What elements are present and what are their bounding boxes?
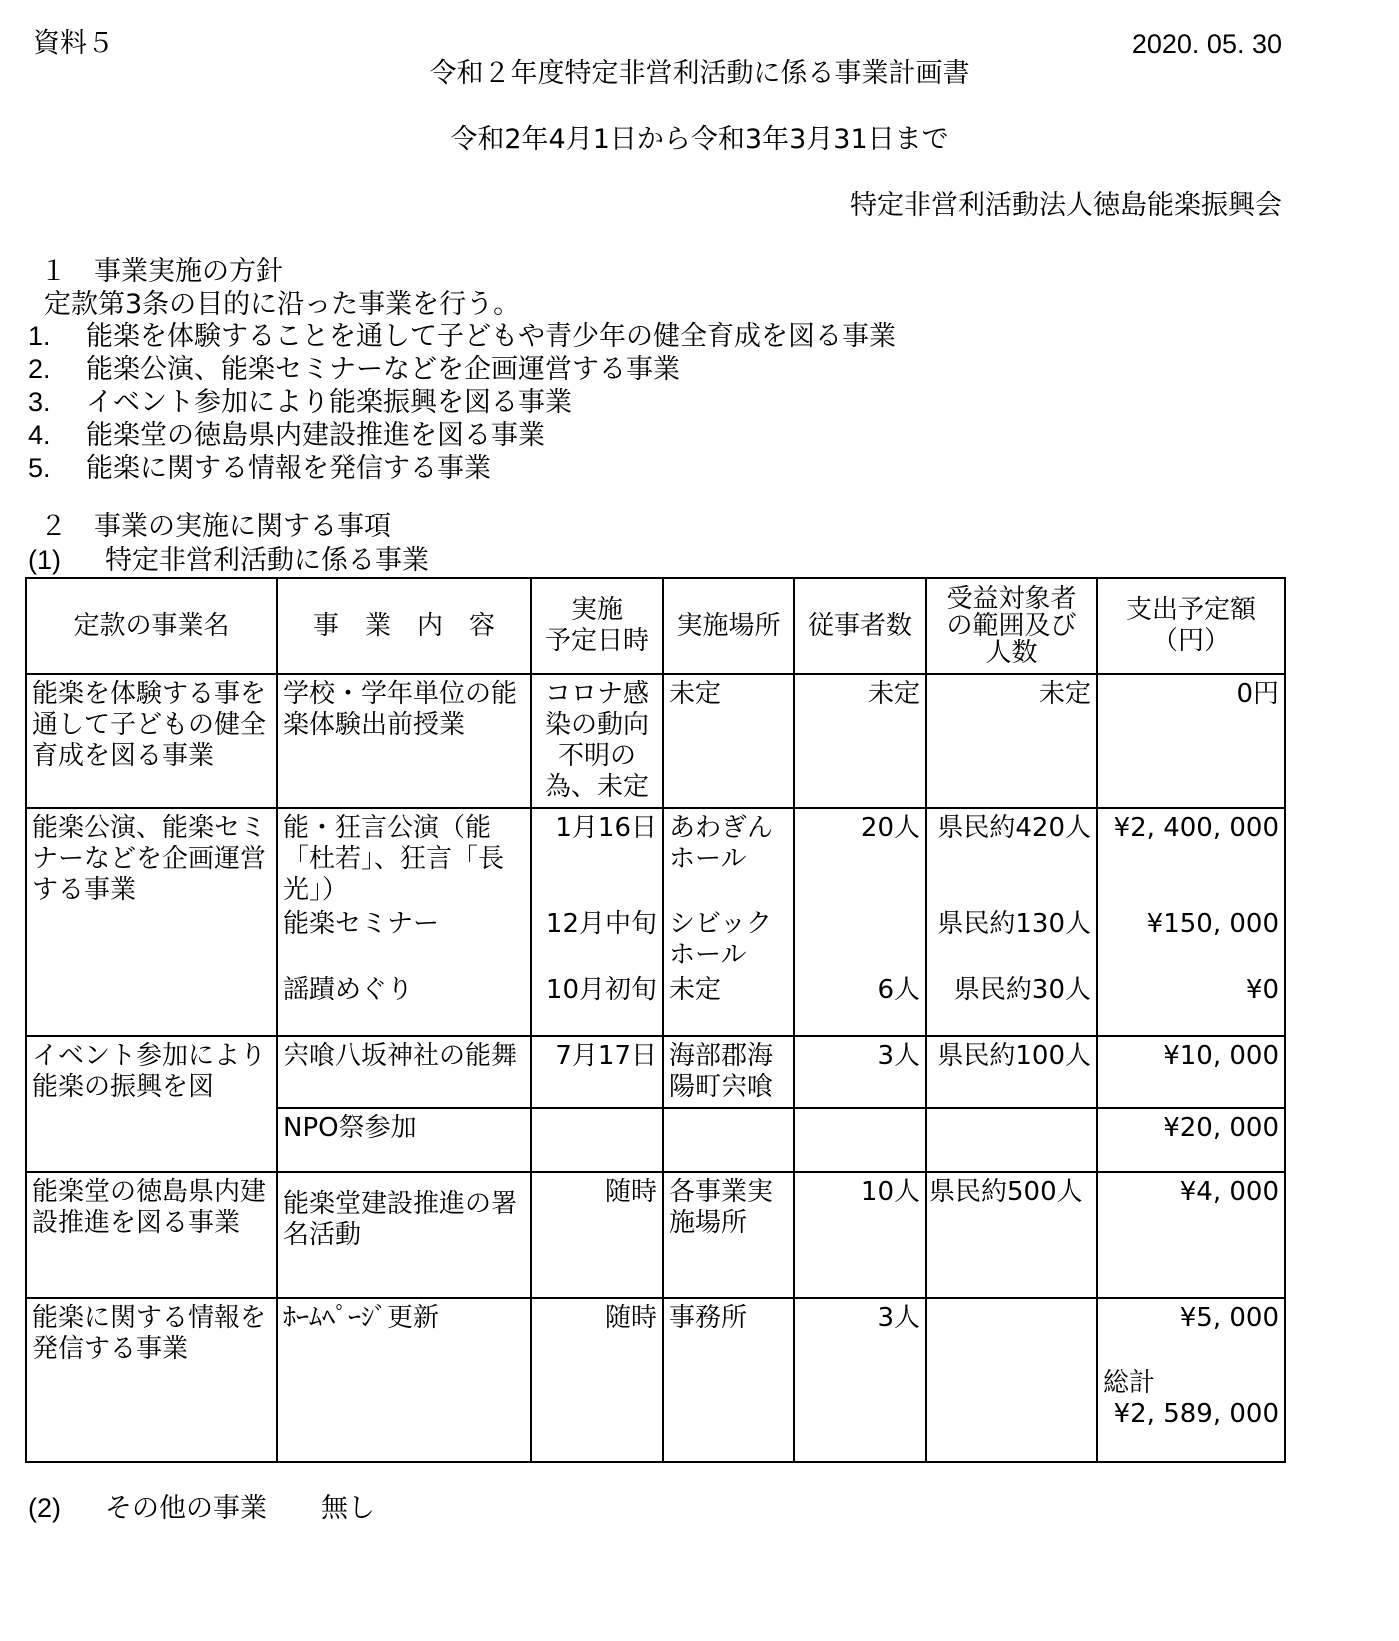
header-beneficiaries: 受益対象者 の範囲及び 人数 (926, 578, 1097, 674)
header-staff: 従事者数 (794, 578, 926, 674)
policy-item (28, 353, 896, 386)
subsection2-value: 無し (321, 1493, 375, 1524)
table-row (26, 1036, 1285, 1108)
policy-item-number: 1. (28, 321, 51, 351)
cell-business-name: 能楽堂の徳島県内建設推進を図る事業 (26, 1172, 277, 1298)
sub-beneficiaries: 県民約420人 (937, 813, 1091, 843)
sub-place: あわぎんホール (669, 813, 774, 874)
sub-place: 未定 (669, 975, 722, 1005)
cell-expense (1097, 808, 1285, 1036)
sub-content: 能・狂言公演（能「杜若」、狂言「長光」） (283, 813, 505, 905)
policy-item-text: 能楽公演、能楽セミナーなどを企画運営する事業 (86, 354, 680, 385)
cell-staff: 3人 (794, 1036, 926, 1108)
cell-expense (1097, 1298, 1285, 1462)
cell-content: 能楽堂建設推進の署名活動 (277, 1172, 531, 1298)
header-business-name: 定款の事業名 (26, 578, 277, 674)
cell-place: 各事業実施場所 (663, 1172, 794, 1298)
header-content: 事 業 内 容 (277, 578, 531, 674)
table-row (26, 1172, 1285, 1298)
section2-heading: ２ 事業の実施に関する事項 (40, 511, 391, 542)
cell-date: 随時 (531, 1172, 663, 1298)
table-row (26, 808, 1285, 1036)
sub-staff (800, 909, 920, 975)
policy-item-number: 4. (28, 420, 51, 450)
sub-staff: 20人 (860, 813, 920, 843)
table-header-row (26, 578, 1285, 674)
document-date: 2020. 05. 30 (1131, 29, 1282, 59)
sub-date: 1月16日 (555, 813, 657, 843)
cell-place (663, 1108, 794, 1172)
cell-content: ﾎｰﾑﾍﾟｰｼﾞ更新 (277, 1298, 531, 1462)
cell-staff: 3人 (794, 1298, 926, 1462)
cell-beneficiaries (926, 1108, 1097, 1172)
cell-expense: 0円 (1097, 674, 1285, 808)
cell-place (663, 808, 794, 1036)
header-place: 実施場所 (663, 578, 794, 674)
cell-staff (794, 808, 926, 1036)
subsection1-text: 特定非営利活動に係る事業 (105, 545, 429, 576)
total-label: 総計 (1103, 1368, 1156, 1398)
sub-beneficiaries: 県民約130人 (937, 909, 1091, 939)
organization-name: 特定非営利活動法人徳島能楽振興会 (850, 190, 1282, 221)
sub-place: シビックホール (669, 909, 772, 970)
sub-staff: 6人 (877, 975, 920, 1005)
section1-description: 定款第3条の目的に沿った事業を行う。 (44, 289, 521, 320)
cell-content: 学校・学年単位の能楽体験出前授業 (277, 674, 531, 808)
policy-item-text: 能楽堂の徳島県内建設推進を図る事業 (86, 420, 545, 451)
cell-beneficiaries: 県民約100人 (926, 1036, 1097, 1108)
cell-business-name: 能楽に関する情報を発信する事業 (26, 1298, 277, 1462)
policy-item-text: 能楽に関する情報を発信する事業 (86, 453, 491, 484)
header-expense: 支出予定額 （円） (1097, 578, 1285, 674)
cell-expense: ¥10, 000 (1097, 1036, 1285, 1108)
cell-date: コロナ感染の動向不明の為、未定 (531, 674, 663, 808)
cell-beneficiaries: 県民約500人 (926, 1172, 1097, 1298)
cell-staff: 10人 (794, 1172, 926, 1298)
cell-business-name: イベント参加により能楽の振興を図 (26, 1036, 277, 1172)
cell-beneficiaries (926, 808, 1097, 1036)
cell-content: 宍喰八坂神社の能舞 (277, 1036, 531, 1108)
subsection2-heading (28, 1492, 375, 1525)
cell-place: 未定 (663, 674, 794, 808)
policy-item-number: 5. (28, 453, 51, 483)
header-date: 実施 予定日時 (531, 578, 663, 674)
expense-value: ¥5, 000 (1179, 1303, 1279, 1333)
subsection1-heading (28, 544, 429, 577)
policy-item (28, 386, 896, 419)
cell-date: 随時 (531, 1298, 663, 1462)
policy-item (28, 320, 896, 353)
cell-staff (794, 1108, 926, 1172)
subsection2-label: (2) (28, 1493, 61, 1523)
sub-date: 10月初旬 (545, 975, 657, 1005)
sub-beneficiaries: 県民約30人 (953, 975, 1091, 1005)
sub-expense: ¥2, 400, 000 (1113, 813, 1279, 843)
policy-item (28, 419, 896, 452)
plan-period: 令和2年4月1日から令和3年3月31日まで (450, 124, 949, 155)
document-label: 資料５ (33, 28, 114, 59)
policy-item-number: 3. (28, 387, 51, 417)
cell-date (531, 808, 663, 1036)
total-value: ¥2, 589, 000 (1113, 1399, 1279, 1429)
policy-item (28, 452, 896, 485)
cell-date: 7月17日 (531, 1036, 663, 1108)
cell-staff: 未定 (794, 674, 926, 808)
cell-expense: ¥4, 000 (1097, 1172, 1285, 1298)
cell-place: 事務所 (663, 1298, 794, 1462)
subsection1-label: (1) (28, 545, 61, 575)
table-row (26, 674, 1285, 808)
cell-date (531, 1108, 663, 1172)
subsection2-text: その他の事業 (105, 1493, 267, 1524)
policy-item-text: 能楽を体験することを通して子どもや青少年の健全育成を図る事業 (86, 321, 896, 352)
document-title: 令和２年度特定非営利活動に係る事業計画書 (429, 58, 970, 89)
cell-business-name: 能楽公演、能楽セミナーなどを企画運営する事業 (26, 808, 277, 1036)
section1-heading: １ 事業実施の方針 (40, 256, 283, 287)
cell-business-name: 能楽を体験する事を通して子どもの健全育成を図る事業 (26, 674, 277, 808)
policy-list (28, 320, 896, 485)
cell-content (277, 808, 531, 1036)
table-row (26, 1298, 1285, 1462)
policy-item-number: 2. (28, 354, 51, 384)
sub-date: 12月中旬 (545, 909, 657, 939)
sub-content: 能楽セミナー (283, 909, 440, 939)
cell-expense: ¥20, 000 (1097, 1108, 1285, 1172)
business-plan-table (25, 577, 1286, 1463)
cell-beneficiaries: 未定 (926, 674, 1097, 808)
sub-expense: ¥0 (1245, 975, 1279, 1005)
cell-content: NPO祭参加 (277, 1108, 531, 1172)
sub-expense: ¥150, 000 (1146, 909, 1279, 939)
cell-place: 海部郡海陽町宍喰 (663, 1036, 794, 1108)
policy-item-text: イベント参加により能楽振興を図る事業 (86, 387, 572, 418)
sub-content: 謡蹟めぐり (283, 975, 414, 1005)
cell-beneficiaries (926, 1298, 1097, 1462)
